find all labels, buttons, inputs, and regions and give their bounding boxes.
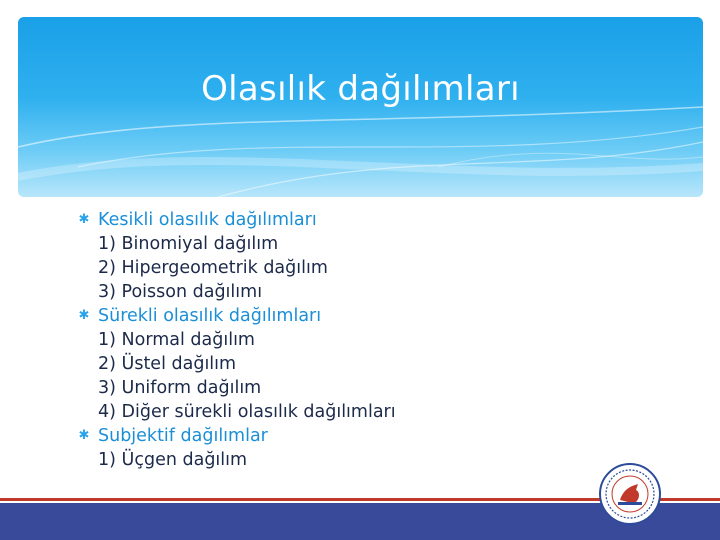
list-item <box>78 424 578 472</box>
asterisk-icon: ✱ <box>78 212 90 227</box>
subitem: 1) Normal dağılım <box>98 330 255 350</box>
subitem: 2) Hipergeometrik dağılım <box>98 258 328 278</box>
bullet-list <box>78 208 578 472</box>
slide-title: Olasılık dağılımları <box>201 69 520 109</box>
subitem: 1) Binomiyal dağılım <box>98 234 279 254</box>
asterisk-icon: ✱ <box>78 308 90 323</box>
subitem: 3) Uniform dağılım <box>98 378 262 398</box>
subitem: 1) Üçgen dağılım <box>98 450 248 470</box>
subitem: 4) Diğer sürekli olasılık dağılımları <box>98 402 396 422</box>
list-item <box>78 208 578 304</box>
asterisk-icon: ✱ <box>78 428 90 443</box>
item-label: Sürekli olasılık dağılımları <box>98 306 322 326</box>
title-banner <box>18 17 703 197</box>
subitem: 2) Üstel dağılım <box>98 354 237 374</box>
university-logo <box>598 462 662 526</box>
subitem: 3) Poisson dağılımı <box>98 282 263 302</box>
item-label: Kesikli olasılık dağılımları <box>98 210 317 230</box>
list-item <box>78 304 578 424</box>
item-label: Subjektif dağılımlar <box>98 426 268 446</box>
